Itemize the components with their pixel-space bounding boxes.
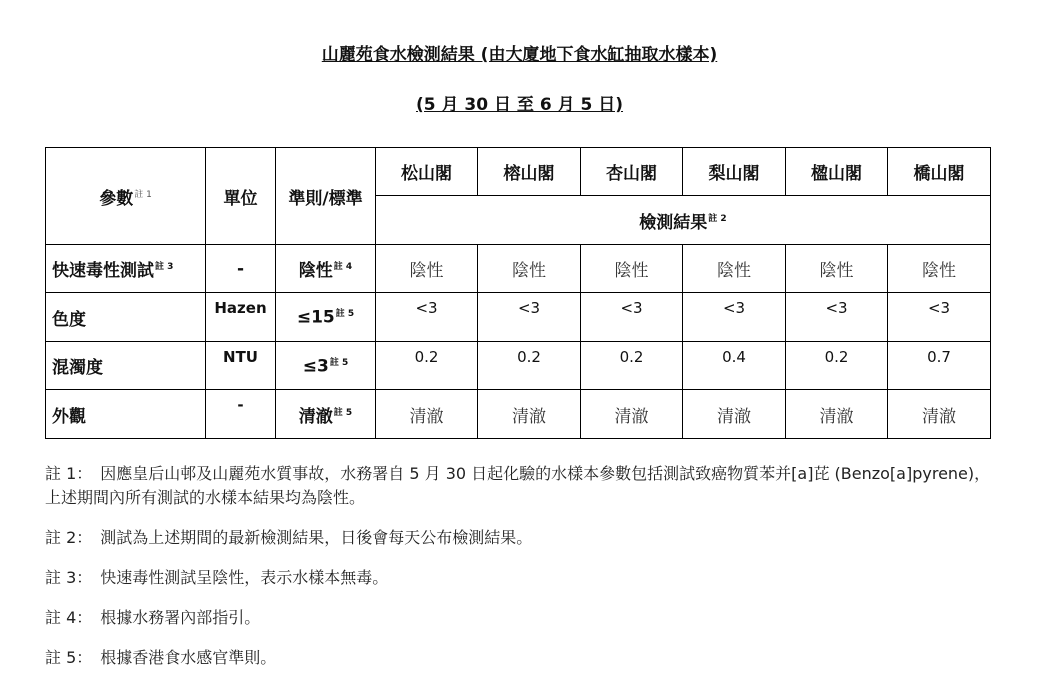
row-unit: - (206, 390, 276, 439)
notes-section (45, 462, 995, 686)
row-value: 清澈 (786, 390, 888, 439)
note-ref: 註 4 (333, 262, 353, 273)
row-value: 0.2 (478, 342, 581, 390)
table-row (46, 342, 991, 390)
header-param: 參數$^{註 1}$ (46, 148, 206, 245)
row-value: 0.2 (786, 342, 888, 390)
row-value: 陰性 (683, 245, 786, 293)
row-value: 陰性 (888, 245, 991, 293)
header-building: 榕山閣 (478, 148, 581, 196)
row-standard: $\le 15^{註 5}$ (276, 293, 376, 342)
row-value: <3 (478, 293, 581, 342)
results-table (45, 147, 991, 439)
note-item: 註 4： 根據水務署內部指引。 (45, 608, 261, 627)
table-row (46, 293, 991, 342)
header-standard: 準則/標準 (276, 148, 376, 245)
row-value: 清澈 (581, 390, 683, 439)
table-row (46, 390, 991, 439)
note-ref: 註 1 (134, 189, 152, 200)
row-value: <3 (888, 293, 991, 342)
header-results: 檢測結果$^{註 2}$ (376, 196, 991, 245)
header-building: 梨山閣 (683, 148, 786, 196)
date-range: (5 月 30 日 至 6 月 5 日) (415, 95, 624, 115)
row-value: <3 (786, 293, 888, 342)
note-ref: 註 5 (335, 309, 355, 320)
row-value: 0.7 (888, 342, 991, 390)
row-value: <3 (581, 293, 683, 342)
note-ref: 註 3 (155, 262, 174, 273)
row-value: 陰性 (581, 245, 683, 293)
row-param: 快速毒性測試$^{註 3}$ (46, 245, 206, 293)
header-building: 楹山閣 (786, 148, 888, 196)
row-value: 0.4 (683, 342, 786, 390)
row-value: 清澈 (478, 390, 581, 439)
header-building: 松山閣 (376, 148, 478, 196)
row-value: <3 (376, 293, 478, 342)
row-unit: - (206, 245, 276, 293)
row-param: 色度 (46, 293, 206, 342)
table-row (46, 245, 991, 293)
header-building: 橋山閣 (888, 148, 991, 196)
row-value: 清澈 (376, 390, 478, 439)
row-value: 陰性 (376, 245, 478, 293)
header-building: 杏山閣 (581, 148, 683, 196)
row-value: <3 (683, 293, 786, 342)
note-ref: 註 5 (333, 407, 353, 418)
row-param: 混濁度 (46, 342, 206, 390)
row-param: 外觀 (46, 390, 206, 439)
header-unit: 單位 (206, 148, 276, 245)
row-unit: Hazen (206, 293, 276, 342)
note-item: 註 1： 因應皇后山邨及山麗苑水質事故，水務署自 5 月 30 日起化驗的水樣本參數包括測試致癌物質苯并[a]芘 (Benzo[a]pyrene)，上述期間內所有測試的水樣本結果均為陰性。 (45, 464, 991, 507)
row-value: 陰性 (478, 245, 581, 293)
row-standard: 清澈$^{註 5}$ (276, 390, 376, 439)
row-value: 0.2 (376, 342, 478, 390)
note-item: 註 3： 快速毒性測試呈陰性，表示水樣本無毒。 (45, 568, 389, 587)
row-value: 清澈 (683, 390, 786, 439)
row-standard: 陰性$^{註 4}$ (276, 245, 376, 293)
note-item: 註 5： 根據香港食水感官準則。 (45, 648, 277, 667)
row-standard: $\le 3^{註 5}$ (276, 342, 376, 390)
note-item: 註 2： 測試為上述期間的最新檢測結果，日後會每天公布檢測結果。 (45, 528, 533, 547)
row-value: 0.2 (581, 342, 683, 390)
row-value: 清澈 (888, 390, 991, 439)
note-ref: 註 5 (329, 357, 349, 368)
row-value: 陰性 (786, 245, 888, 293)
note-ref: 註 2 (708, 213, 727, 224)
row-unit: NTU (206, 342, 276, 390)
page-title: 山麗苑食水檢測結果 (由大廈地下食水缸抽取水樣本) (321, 45, 718, 65)
